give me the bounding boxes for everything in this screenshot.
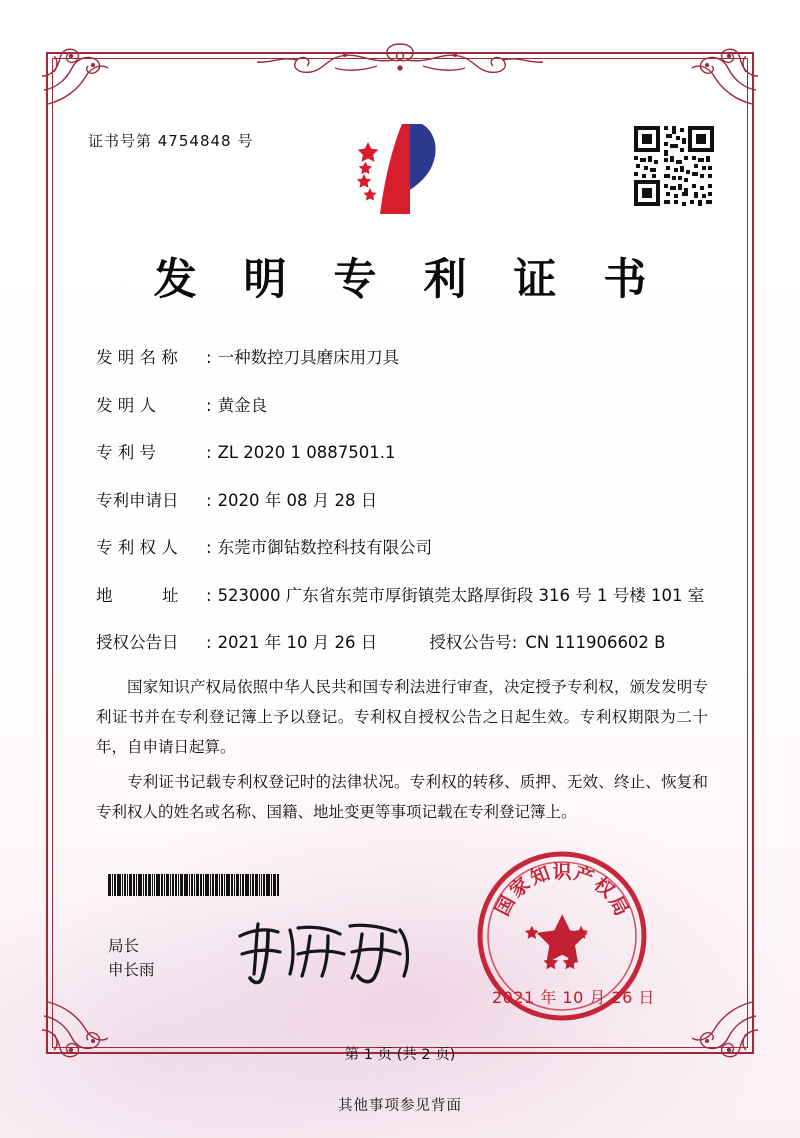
field-colon: : <box>206 348 212 367</box>
svg-text:知: 知 <box>527 862 553 890</box>
field-value: 2020 年 08 月 28 日 <box>217 490 378 510</box>
svg-text:识: 识 <box>552 861 572 883</box>
field-patent-number <box>96 440 710 466</box>
field-label: 发 明 人 <box>96 395 156 415</box>
field-value: 黄金良 <box>217 395 268 415</box>
field-colon: : <box>206 443 212 463</box>
qr-code-icon <box>632 124 716 208</box>
field-colon: : <box>206 490 212 510</box>
field-address <box>96 583 710 609</box>
signature-block <box>108 934 155 982</box>
handwritten-signature-icon <box>232 916 422 988</box>
field-label: 地 址 <box>96 585 179 605</box>
field-application-date <box>96 488 710 514</box>
paragraph-1: 国家知识产权局依照中华人民共和国专利法进行审查，决定授予专利权，颁发发明专利证书并在专利登记簿上予以登记。专利权自授权公告之日起生效。专利权期限为二十年，自申请日起算。 <box>96 678 708 757</box>
field-value: 东莞市御钻数控科技有限公司 <box>217 538 433 558</box>
grant-number-label: 授权公告号: <box>429 633 518 653</box>
paragraph-2: 专利证书记载专利权登记时的法律状况。专利权的转移、质押、无效、终止、恢复和专利权人的姓名或名称、国籍、地址变更等事项记载在专利登记簿上。 <box>96 772 708 821</box>
field-inventor <box>96 393 710 419</box>
field-invention-title <box>96 345 710 371</box>
footer-note: 其他事项参见背面 <box>338 1098 462 1114</box>
field-label: 专 利 权 人 <box>96 538 178 558</box>
field-label: 授权公告日 <box>96 633 179 653</box>
page-title: 发 明 专 利 证 书 <box>153 255 663 305</box>
signature-role: 局长 <box>108 937 140 955</box>
cnipa-emblem-icon <box>340 118 460 222</box>
field-colon: : <box>206 538 212 558</box>
field-label: 专利申请日 <box>96 490 179 510</box>
field-list <box>96 345 710 678</box>
barcode-icon <box>108 874 314 896</box>
svg-text:家: 家 <box>505 873 535 903</box>
top-flourish-icon <box>235 38 565 84</box>
svg-text:权: 权 <box>589 873 619 903</box>
svg-text:国: 国 <box>491 892 520 920</box>
field-colon: : <box>206 633 212 653</box>
field-label: 发 明 名 称 <box>96 348 178 367</box>
field-value: 一种数控刀具磨床用刀具 <box>217 348 400 367</box>
grant-number-value: CN 111906602 B <box>525 633 666 653</box>
seal-date: 2021 年 10 月 26 日 <box>492 988 655 1007</box>
field-grant-publication <box>96 630 710 656</box>
legal-text <box>96 672 708 831</box>
certificate-number: 证书号第 4754848 号 <box>88 132 254 150</box>
corner-ornament-icon <box>686 46 760 120</box>
field-value: 523000 广东省东莞市厚街镇莞太路厚街段 316 号 1 号楼 101 室 <box>217 585 705 605</box>
signature-name: 申长雨 <box>108 961 155 980</box>
grant-date-value: 2021 年 10 月 26 日 <box>217 633 378 653</box>
field-patentee <box>96 535 710 561</box>
page-indicator: 第 1 页 (共 2 页) <box>344 1047 456 1063</box>
svg-text:产: 产 <box>571 862 597 890</box>
corner-ornament-icon <box>40 46 114 120</box>
svg-text:局: 局 <box>604 892 633 920</box>
field-label: 专 利 号 <box>96 443 156 463</box>
field-colon: : <box>206 585 212 605</box>
field-colon: : <box>206 395 212 415</box>
field-value: ZL 2020 1 0887501.1 <box>217 443 396 463</box>
